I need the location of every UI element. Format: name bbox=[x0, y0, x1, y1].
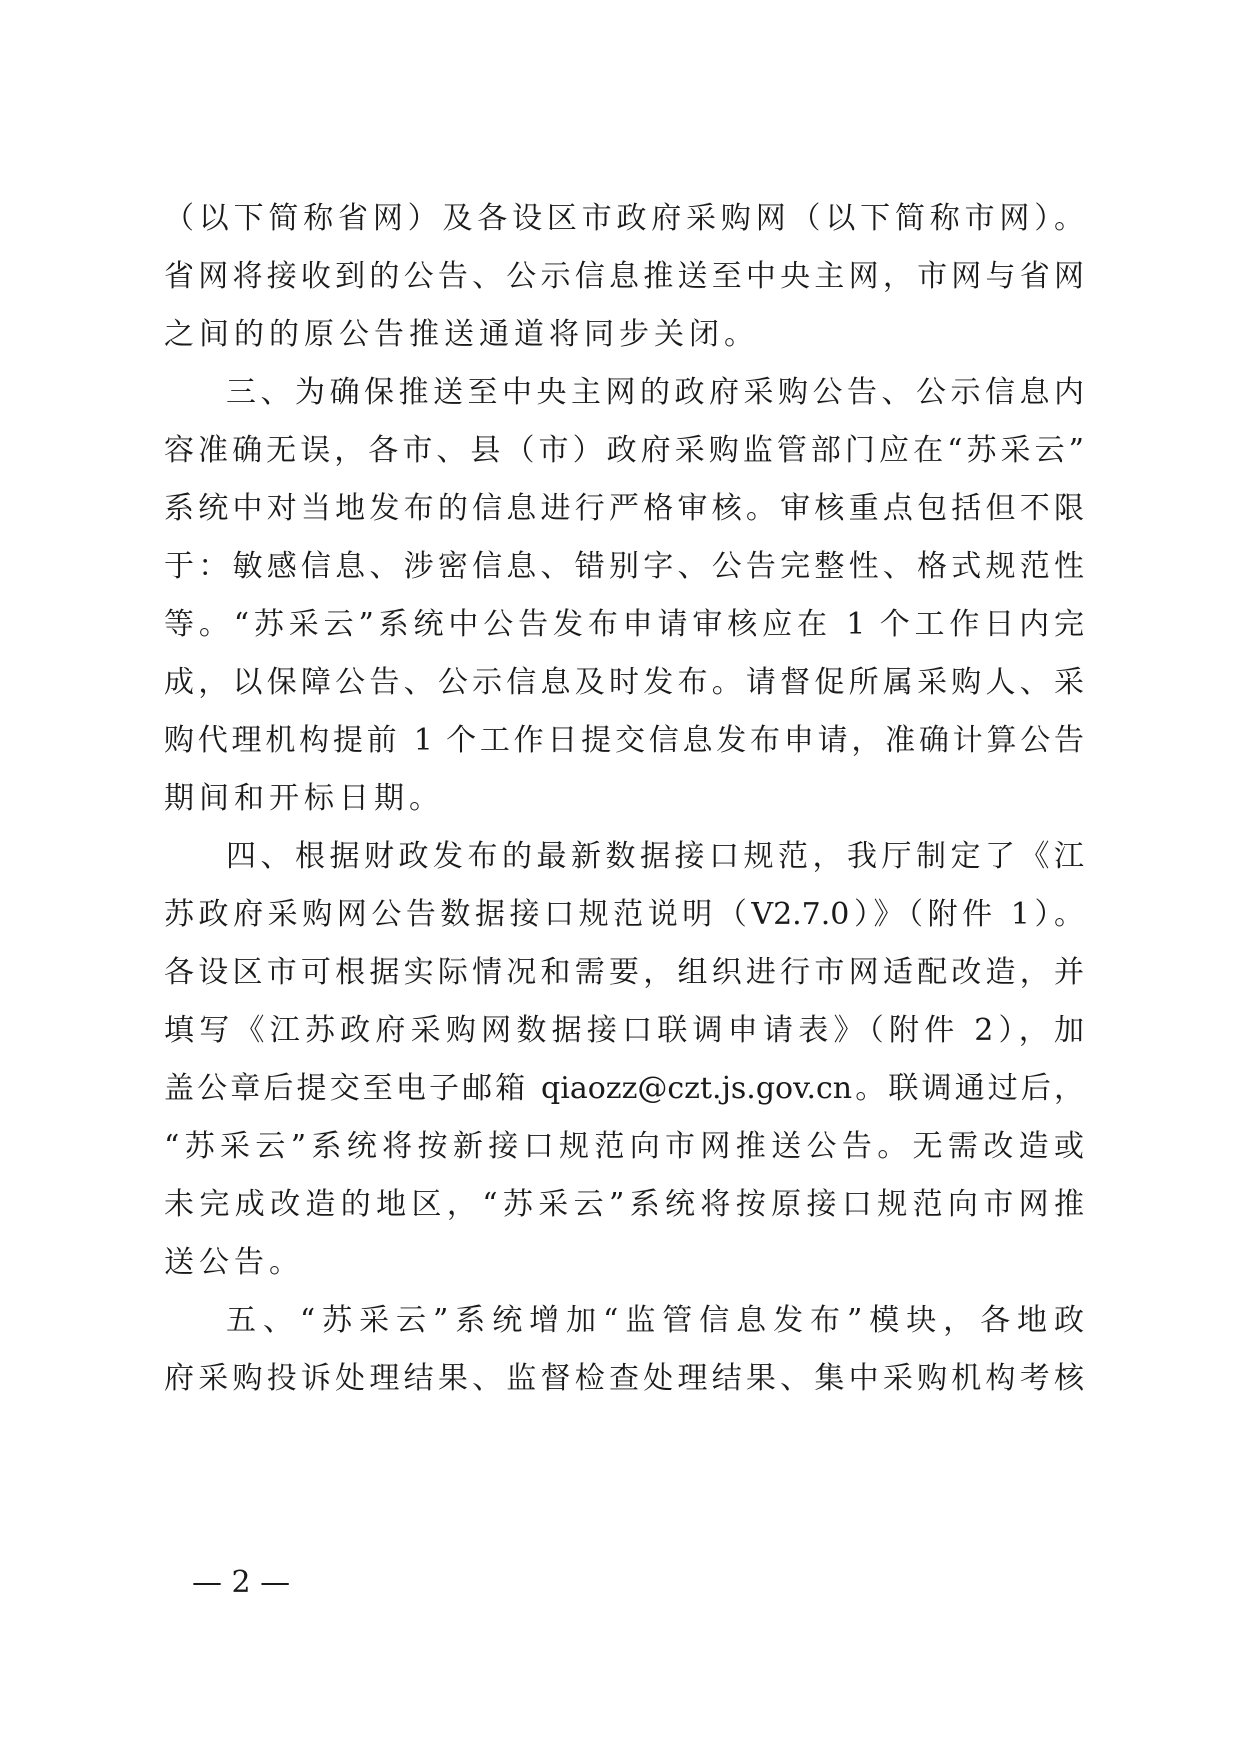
text-line: 购代理机构提前 1 个工作日提交信息发布申请，准确计算公告 bbox=[164, 723, 1084, 758]
text-line: 苏政府采购网公告数据接口规范说明（V2.7.0）》（附件 1）。 bbox=[164, 897, 1084, 932]
text-line: 未完成改造的地区，“苏采云”系统将按原接口规范向市网推 bbox=[164, 1187, 1084, 1222]
text-line: 等。“苏采云”系统中公告发布申请审核应在 1 个工作日内完 bbox=[164, 607, 1084, 642]
text-line: 填写《江苏政府采购网数据接口联调申请表》（附件 2），加 bbox=[164, 1013, 1084, 1048]
text-line: 成，以保障公告、公示信息及时发布。请督促所属采购人、采 bbox=[164, 665, 1084, 700]
text-line: 四、根据财政发布的最新数据接口规范，我厅制定了《江 bbox=[226, 839, 1084, 874]
text-line: （以下简称省网）及各设区市政府采购网（以下简称市网）。 bbox=[164, 201, 1084, 236]
text-line: 之间的的原公告推送通道将同步关闭。 bbox=[164, 317, 759, 352]
text-line: 期间和开标日期。 bbox=[164, 781, 444, 816]
text-line: 盖公章后提交至电子邮箱 qiaozz@czt.js.gov.cn。联调通过后， bbox=[164, 1071, 1084, 1106]
text-line: 府采购投诉处理结果、监督检查处理结果、集中采购机构考核 bbox=[164, 1361, 1084, 1396]
text-line: 三、为确保推送至中央主网的政府采购公告、公示信息内 bbox=[226, 375, 1084, 410]
page-number: — 2 — bbox=[192, 1565, 291, 1600]
text-line: “苏采云”系统将按新接口规范向市网推送公告。无需改造或 bbox=[164, 1129, 1084, 1164]
text-line: 于：敏感信息、涉密信息、错别字、公告完整性、格式规范性 bbox=[164, 549, 1084, 584]
text-line: 各设区市可根据实际情况和需要，组织进行市网适配改造，并 bbox=[164, 955, 1084, 990]
text-line: 省网将接收到的公告、公示信息推送至中央主网，市网与省网 bbox=[164, 259, 1084, 294]
text-line: 五、“苏采云”系统增加“监管信息发布”模块，各地政 bbox=[226, 1303, 1084, 1338]
text-line: 容准确无误，各市、县（市）政府采购监管部门应在“苏采云” bbox=[164, 433, 1084, 468]
text-line: 送公告。 bbox=[164, 1245, 304, 1280]
text-line: 系统中对当地发布的信息进行严格审核。审核重点包括但不限 bbox=[164, 491, 1084, 526]
